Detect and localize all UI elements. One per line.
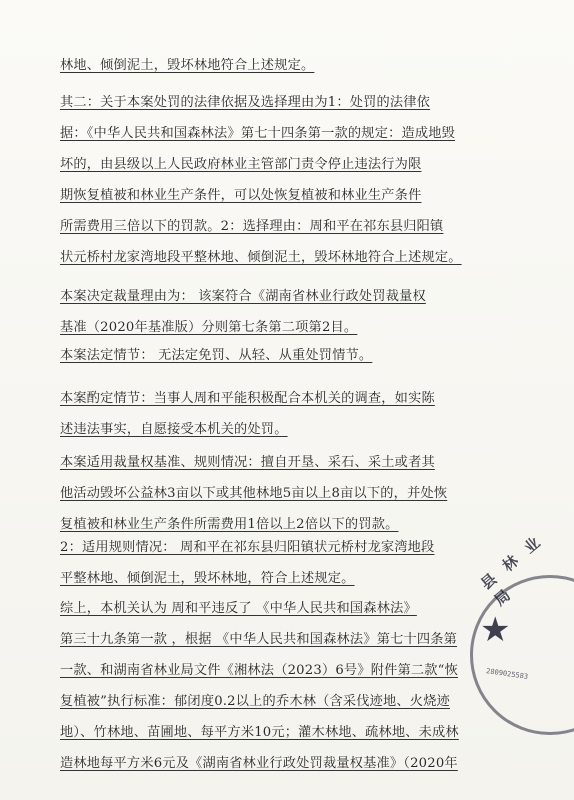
text-line: 期恢复植被和林业生产条件，可以处恢复植被和林业生产条件: [60, 188, 422, 203]
text-line: 平整林地、倾倒泥土，毁坏林地，符合上述规定。: [60, 571, 355, 586]
paragraph-conclusion: [60, 593, 520, 779]
text-line: 本案酌定情节：当事人周和平能积极配合本机关的调查，如实陈: [60, 391, 435, 406]
text-line: 一款、和湖南省林业局文件《湘林法（2023）6号》附件第二款“恢: [60, 663, 458, 678]
paragraph-applicable-benchmark: [60, 447, 520, 540]
text-line: 基准（2020年基准版）分则第七条第二项第2目。: [60, 320, 358, 335]
text-line: 其二：关于本案处罚的法律依据及选择理由为1：处罚的法律依: [60, 95, 431, 110]
seal-number: 2809025583: [485, 667, 529, 681]
paragraph-statutory-circumstances: [60, 340, 520, 371]
text-line: 复植被”执行标准：郁闭度0.2以上的乔木林（含采伐迹地、火烧迹: [60, 694, 450, 709]
text-line: 本案法定情节： 无法定免罚、从轻、从重处罚情节。: [60, 348, 373, 363]
text-line: 本案决定裁量理由为： 该案符合《湖南省林业行政处罚裁量权: [60, 289, 426, 304]
text-line: 第三十九条第一款 ，根据 《中华人民共和国森林法》第七十四条第: [60, 632, 458, 647]
text-line: 本案适用裁量权基准、规则情况：擅自开垦、采石、采土或者其: [60, 455, 435, 470]
text-line: 坏的，由县级以上人民政府林业主管部门责令停止违法行为限: [60, 157, 422, 172]
text-line: 综上，本机关认为 周和平违反了 《中华人民共和国森林法》: [60, 601, 417, 616]
text-line: 他活动毁坏公益林3亩以下或其他林地5亩以上8亩以下的，并处恢: [60, 486, 448, 501]
paragraph-discretion-reason: [60, 281, 520, 343]
seal-text: 县 林 业 局: [477, 531, 547, 610]
text-line: 述违法事实，自愿接受本机关的处罚。: [60, 422, 288, 437]
paragraph-discretionary-circumstances: [60, 383, 520, 445]
text-line: 复植被和林业生产条件所需费用1倍以上2倍以下的罚款。: [60, 517, 399, 532]
text-line: 2：适用规则情况： 周和平在祁东县归阳镇状元桥村龙家湾地段: [60, 540, 435, 555]
paragraph-0: [60, 50, 520, 81]
paragraph-legal-basis: [60, 87, 520, 273]
paragraph-applicable-rules: [60, 532, 520, 594]
text-line: 据：《中华人民共和国森林法》第七十四条第一款的规定：造成地毁: [60, 126, 456, 141]
seal-star-icon: ★: [480, 610, 511, 650]
text-line: 造林地每平方米6元及《湖南省林业行政处罚裁量权基准》（2020年: [60, 756, 458, 771]
text-line: 林地、倾倒泥土，毁坏林地符合上述规定。: [60, 58, 315, 73]
text-line: 地）、竹林地、苗圃地、每平方米10元；灌木林地、疏林地、未成林: [60, 725, 459, 740]
text-line: 状元桥村龙家湾地段平整林地、倾倒泥土，毁坏林地符合上述规定。: [60, 250, 462, 265]
text-line: 所需费用三倍以下的罚款。2：选择理由：周和平在祁东县归阳镇: [60, 219, 444, 234]
